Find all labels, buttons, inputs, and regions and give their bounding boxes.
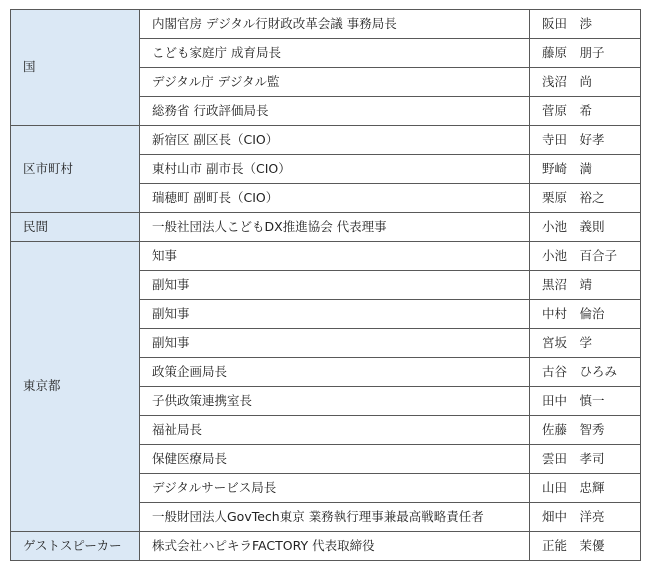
position-cell: 保健医療局長	[140, 445, 530, 474]
member-roster-table	[10, 9, 641, 561]
position-cell: 総務省 行政評価局長	[140, 97, 530, 126]
table-row	[11, 532, 641, 561]
name-cell: 宮坂 学	[530, 329, 641, 358]
name-cell: 野崎 満	[530, 155, 641, 184]
position-cell: 副知事	[140, 271, 530, 300]
position-cell: 一般財団法人GovTech東京 業務執行理事兼最高戦略責任者	[140, 503, 530, 532]
category-cell: 国	[11, 10, 140, 126]
name-cell: 栗原 裕之	[530, 184, 641, 213]
category-cell: 区市町村	[11, 126, 140, 213]
name-cell: 寺田 好孝	[530, 126, 641, 155]
position-cell: 一般社団法人こどもDX推進協会 代表理事	[140, 213, 530, 242]
position-cell: デジタル庁 デジタル監	[140, 68, 530, 97]
position-cell: 知事	[140, 242, 530, 271]
table-row	[11, 213, 641, 242]
category-cell: 民間	[11, 213, 140, 242]
position-cell: 内閣官房 デジタル行財政改革会議 事務局長	[140, 10, 530, 39]
name-cell: 中村 倫治	[530, 300, 641, 329]
position-cell: デジタルサービス局長	[140, 474, 530, 503]
name-cell: 阪田 渉	[530, 10, 641, 39]
name-cell: 山田 忠輝	[530, 474, 641, 503]
name-cell: 正能 茉優	[530, 532, 641, 561]
table-row	[11, 126, 641, 155]
name-cell: 佐藤 智秀	[530, 416, 641, 445]
position-cell: 副知事	[140, 329, 530, 358]
name-cell: 古谷 ひろみ	[530, 358, 641, 387]
name-cell: 菅原 希	[530, 97, 641, 126]
name-cell: 小池 百合子	[530, 242, 641, 271]
name-cell: 藤原 朋子	[530, 39, 641, 68]
table-row	[11, 242, 641, 271]
table-row	[11, 10, 641, 39]
name-cell: 黒沼 靖	[530, 271, 641, 300]
position-cell: 副知事	[140, 300, 530, 329]
category-cell: 東京都	[11, 242, 140, 532]
position-cell: 政策企画局長	[140, 358, 530, 387]
position-cell: 瑞穂町 副町長（CIO）	[140, 184, 530, 213]
name-cell: 畑中 洋亮	[530, 503, 641, 532]
name-cell: 雲田 孝司	[530, 445, 641, 474]
position-cell: こども家庭庁 成育局長	[140, 39, 530, 68]
name-cell: 小池 義則	[530, 213, 641, 242]
roster-body	[11, 10, 641, 561]
position-cell: 子供政策連携室長	[140, 387, 530, 416]
position-cell: 福祉局長	[140, 416, 530, 445]
position-cell: 株式会社ハピキラFACTORY 代表取締役	[140, 532, 530, 561]
position-cell: 新宿区 副区長（CIO）	[140, 126, 530, 155]
category-cell: ゲストスピーカー	[11, 532, 140, 561]
position-cell: 東村山市 副市長（CIO）	[140, 155, 530, 184]
name-cell: 浅沼 尚	[530, 68, 641, 97]
name-cell: 田中 慎一	[530, 387, 641, 416]
